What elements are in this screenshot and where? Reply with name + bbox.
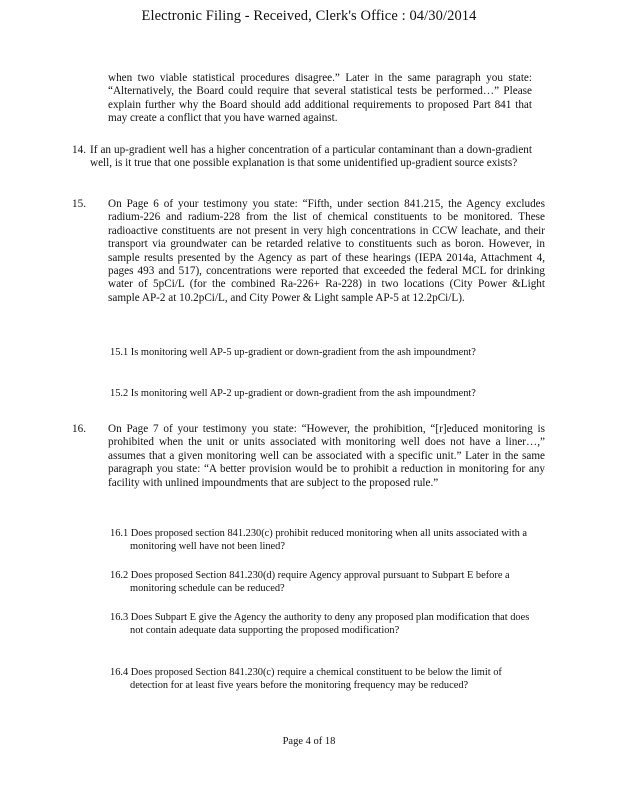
question-15-text: On Page 6 of your testimony you state: “Fifth, under section 841.215, the Agency excludes radium-226 and radium-228 from the list of chemical constituents to be monitored. These radioactive constituents are not present in very high concentrations in CCW leachate, and their transport via groundwater can be retarded relative to constituents such as boron. However, in sample results presented by the Agency as part of these hearings (IEPA 2014a, Attachment 4, pages 493 and 517), concentrations were reported that exceeded the federal MCL for drinking water of 5pCi/L (for the combined Ra-226+ Ra-228) in two locations (City Power &Light sample AP-2 at 10.2pCi/L, and City Power & Light sample AP-5 at 12.2pCi/L). — [108, 198, 545, 304]
question-15-2 — [110, 378, 532, 411]
question-16-4 — [110, 657, 532, 703]
question-14-number: 14. — [72, 144, 86, 156]
question-16-text: On Page 7 of your testimony you state: “However, the prohibition, “[r]educed monitoring is prohibited when the unit or units associated with monitoring well does not have a liner…,” assumes that a given monitoring well can be associated with a specific unit.” Later in the same paragraph you state: “A better provision would be to prohibit a reduction in monitoring for any facility with unlined impoundments that are subject to the proposed rule.” — [108, 423, 545, 489]
question-16-1 — [110, 518, 532, 564]
question-14 — [90, 144, 532, 171]
continued-text: when two viable statistical procedures disagree.” Later in the same paragraph you state: “Alternatively, the Board could require that several statistical tests be performed…” Please explain further why the Board should add additional requirements to proposed Part 841 that may create a conflict that you have warned against. — [108, 72, 532, 125]
question-15-2-text: 15.2 Is monitoring well AP-2 up-gradient or down-gradient from the ash impoundment? — [110, 388, 476, 400]
question-16-1-text: 16.1 Does proposed section 841.230(c) prohibit reduced monitoring when all units associated with a monitoring well have not been lined? — [110, 528, 527, 552]
question-15-number: 15. — [72, 198, 86, 210]
continued-paragraph — [108, 72, 532, 126]
question-16-3-text: 16.3 Does Subpart E give the Agency the authority to deny any proposed plan modification that does not contain adequate data supporting the proposed modification? — [110, 612, 530, 636]
question-14-text: If an up-gradient well has a higher concentration of a particular contaminant than a down-gradient well, is it true that one possible explanation is that some unidentified up-gradient source exists? — [90, 144, 532, 170]
question-15-1 — [110, 337, 532, 370]
page-number: Page 4 of 18 — [282, 736, 336, 747]
filing-header: Electronic Filing - Received, Clerk's Office : 04/30/2014 — [141, 8, 477, 24]
question-16-number: 16. — [72, 423, 86, 435]
question-16-2-text: 16.2 Does proposed Section 841.230(d) require Agency approval pursuant to Subpart E before a monitoring schedule can be reduced? — [110, 570, 510, 594]
question-16-4-text: 16.4 Does proposed Section 841.230(c) require a chemical constituent to be below the limit of detection for at least five years before the monitoring frequency may be reduced? — [110, 667, 502, 691]
question-16 — [108, 423, 545, 490]
question-15-1-text: 15.1 Is monitoring well AP-5 up-gradient or down-gradient from the ash impoundment? — [110, 347, 476, 359]
question-16-2 — [110, 560, 532, 606]
question-16-3 — [110, 602, 532, 648]
question-15 — [108, 198, 545, 305]
